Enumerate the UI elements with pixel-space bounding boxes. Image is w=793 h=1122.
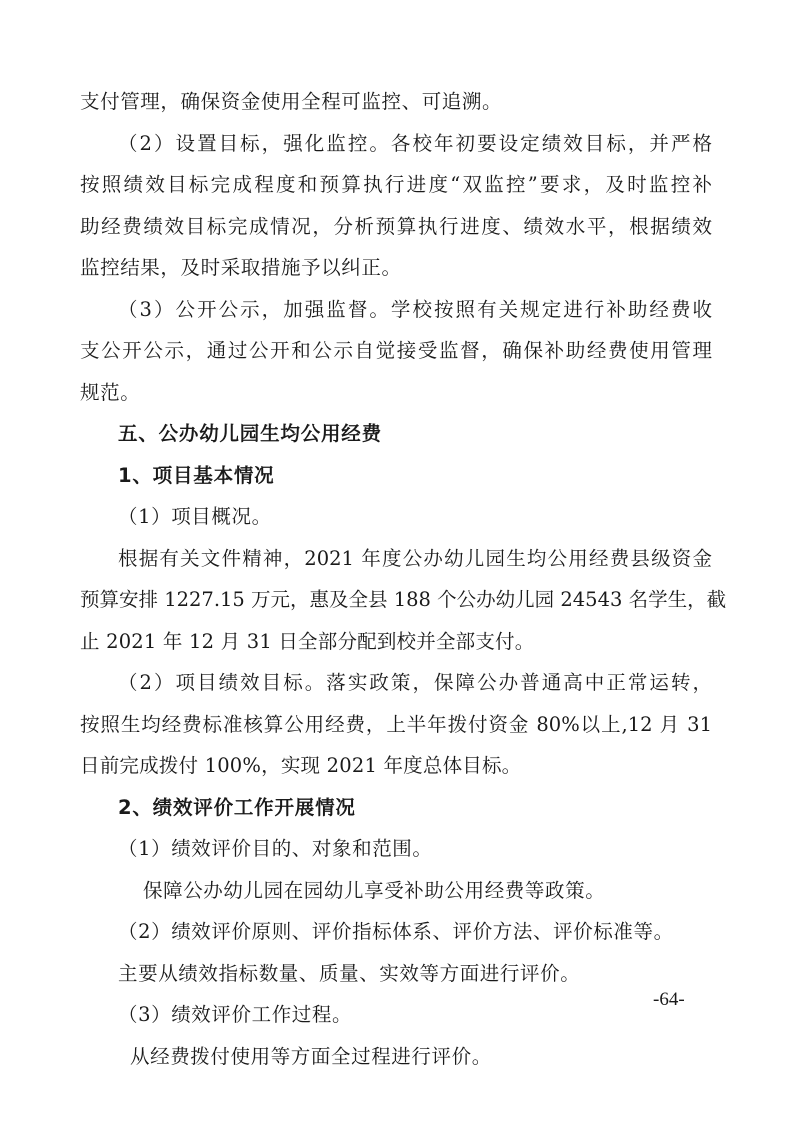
body-text-line: （1）项目概况。 [118,505,272,528]
body-text-line: 按照绩效目标完成程度和预算执行进度“双监控”要求，及时监控补 [80,173,712,196]
body-text-line: 根据有关文件精神，2021 年度公办幼儿园生均公用经费县级资金 [118,547,712,570]
body-text-line: （3）绩效评价工作过程。 [118,1003,353,1026]
body-text-line: 日前完成拨付 100%，实现 2021 年度总体目标。 [80,754,522,777]
page-number: -64- [653,989,685,1010]
body-text-line: 助经费绩效目标完成情况，分析预算执行进度、绩效水平，根据绩效 [80,215,712,238]
body-text-line: 预算安排 1227.15 万元，惠及全县 188 个公办幼儿园 24543 名学生，截 [80,588,727,611]
body-text-line: （1）绩效评价目的、对象和范围。 [118,837,433,860]
section-heading: 五、公办幼儿园生均公用经费 [118,422,382,445]
body-text-line: 保障公办幼儿园在园幼儿享受补助公用经费等政策。 [143,879,606,902]
body-text-line: （2）项目绩效目标。落实政策，保障公办普通高中正常运转， [118,671,712,694]
body-text-line: 规范。 [80,381,141,404]
body-text-line: 支公开公示，通过公开和公示自觉接受监督，确保补助经费使用管理 [80,339,712,362]
body-text-line: 监控结果，及时采取措施予以纠正。 [80,256,402,279]
body-text-line: （3）公开公示，加强监督。学校按照有关规定进行补助经费收 [118,298,712,321]
subsection-heading: 2、绩效评价工作开展情况 [118,796,356,819]
body-text-line: 按照生均经费标准核算公用经费，上半年拨付资金 80%以上,12 月 31 [80,713,712,736]
body-text-line: （2）设置目标，强化监控。各校年初要设定绩效目标，并严格 [118,132,712,155]
subsection-heading: 1、项目基本情况 [118,464,275,487]
body-text-line: 支付管理，确保资金使用全程可监控、可追溯。 [80,90,503,113]
body-text-line: 从经费拨付使用等方面全过程进行评价。 [130,1045,492,1068]
body-text-line: 主要从绩效指标数量、质量、实效等方面进行评价。 [118,962,581,985]
body-text-line: （2）绩效评价原则、评价指标体系、评价方法、评价标准等。 [118,920,674,943]
body-text-line: 止 2021 年 12 月 31 日全部分配到校并全部支付。 [80,630,535,653]
